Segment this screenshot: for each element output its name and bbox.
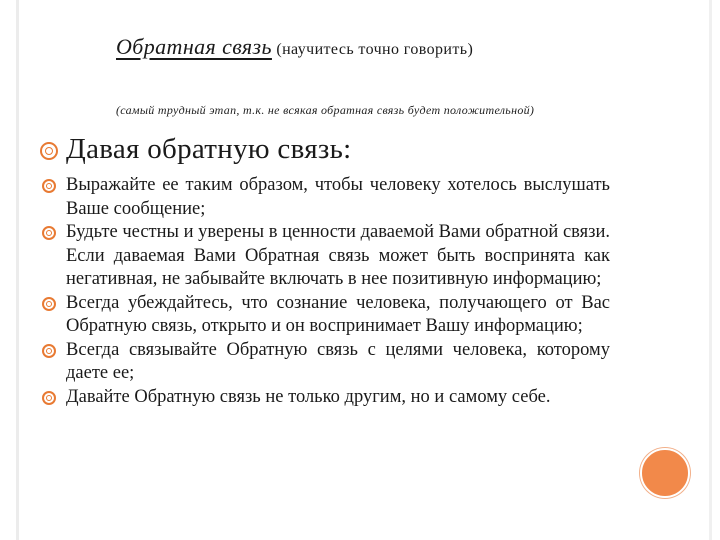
list-item (42, 339, 610, 386)
heading-text: Давая обратную связь: (66, 133, 352, 165)
list-item (42, 174, 610, 221)
section-heading (40, 132, 351, 166)
list-item-text: Всегда связывайте Обратную связь с целями человека, которому даете ее; (66, 339, 610, 383)
left-border-line (16, 0, 19, 540)
slide-note: (самый трудный этап, т.к. не всякая обратная связь будет положительной) (116, 103, 535, 117)
circle-bullet-icon (42, 391, 56, 405)
list-item-text: Будьте честны и уверены в ценности даваемой Вами обратной связи. Если даваемая Вами Обратная связь может быть воспринята как негативная, не забывайте включать в нее позитивную информацию; (66, 222, 610, 289)
circle-bullet-icon (42, 297, 56, 311)
circle-bullet-icon (40, 142, 58, 160)
slide-title (116, 32, 656, 65)
title-parenthetical: (научитесь точно говорить) (271, 41, 474, 58)
list-item (42, 292, 610, 339)
circle-bullet-icon (42, 226, 56, 240)
list-item (42, 221, 610, 292)
bullet-list (42, 174, 610, 409)
list-item-text: Выражайте ее таким образом, чтобы человеку хотелось выслушать Ваше сообщение; (66, 175, 610, 219)
circle-bullet-icon (42, 344, 56, 358)
right-border-line (709, 0, 712, 540)
orange-circle-icon (640, 448, 690, 498)
circle-bullet-icon (42, 179, 56, 193)
list-item-text: Давайте Обратную связь не только другим, но и самому себе. (66, 386, 551, 407)
title-main: Обратная связь (116, 34, 272, 59)
list-item (42, 386, 610, 410)
list-item-text: Всегда убеждайтесь, что сознание человека, получающего от Вас Обратную связь, открыто и он воспринимает Вашу информацию; (66, 292, 610, 336)
